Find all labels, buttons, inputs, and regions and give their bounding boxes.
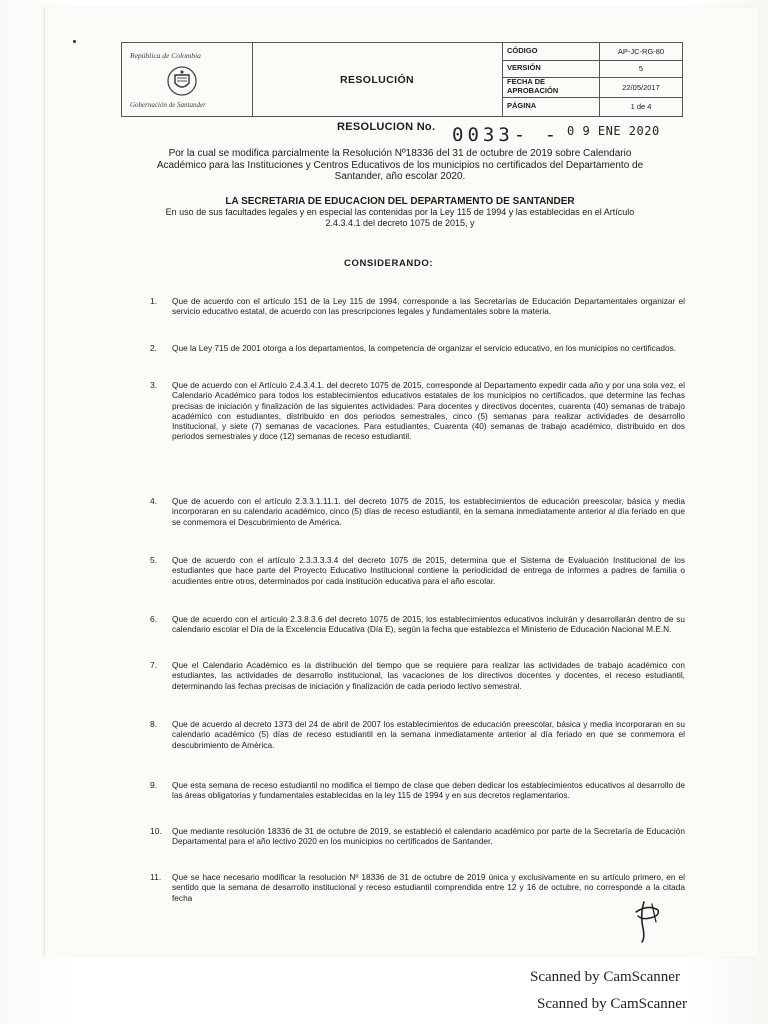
scan-speck bbox=[73, 40, 76, 43]
item-number: 2. bbox=[150, 343, 158, 353]
item-text: Que de acuerdo con el artículo 2.3.3.3.3.4 del decreto 1075 de 2015, determina que el Sistema de Evaluación Institucional de los estudiantes que hace parte del Proyecto Educativo Institucional contiene la periodicidad de entrega de informes a padres de familia o acudientes entre otros, determinados por cada institución educativa para el año escolar. bbox=[172, 555, 685, 586]
item-text: Que el Calendario Académico es la distribución del tiempo que se requiere para realizar las actividades de trabajo académico con estudiantes, las actividades de desarrollo institucional, las vacaciones de los directivos docentes y docentes, el receso estudiantil, determinando las fechas precisas de iniciación y finalización de cada periodo lectivo semestral. bbox=[172, 660, 685, 691]
meta-label-page: PÁGINA bbox=[507, 101, 537, 110]
item-number: 1. bbox=[150, 296, 158, 306]
coat-of-arms-icon bbox=[166, 65, 198, 97]
meta-row-version bbox=[503, 60, 682, 78]
handwritten-initials-icon bbox=[630, 898, 664, 944]
resolution-subject: Por la cual se modifica parcialmente la Resolución Nº18336 del 31 de octubre de 2019 sobre Calendario Académico para las Instituciones y Centros Educativos de los municipios no certificados del Departamento de Santander, año escolar 2020. bbox=[156, 148, 644, 182]
item-text: Que de acuerdo con el artículo 2.3.3.1.11.1. del decreto 1075 de 2015, los establecimientos de educación preescolar, básica y media incorporaran en su calendario académico, cinco (5) días de receso estudiantil, en la semana inmediatamente anterior al día feriado en que se conmemora el Descubrimiento de América. bbox=[172, 496, 685, 527]
meta-value-approval-date: 22/05/2017 bbox=[599, 77, 682, 97]
item-number: 11. bbox=[150, 872, 162, 882]
logo-cell bbox=[122, 43, 253, 116]
issuing-authority: LA SECRETARIA DE EDUCACION DEL DEPARTAMENTO DE SANTANDER bbox=[225, 196, 575, 207]
document-header-table bbox=[121, 42, 683, 117]
item-number: 3. bbox=[150, 380, 158, 390]
item-number: 5. bbox=[150, 555, 158, 565]
meta-label-version: VERSIÓN bbox=[507, 63, 541, 72]
item-number: 8. bbox=[150, 719, 158, 729]
item-text: Que de acuerdo al decreto 1373 del 24 de abril de 2007 los establecimientos de educación preescolar, básica y media incorporaran en su calendario académico (5) días de receso estudiantil en la semana inmediatamente anterior al día feriado en que se conmemora el descubrimiento de América. bbox=[172, 719, 685, 750]
meta-value-code: AP-JC-RG-80 bbox=[599, 43, 682, 60]
item-text: Que de acuerdo con el Artículo 2.4.3.4.1. del decreto 1075 de 2015, corresponde al Departamento expedir cada año y por una sola vez, el Calendario Académico para todos los establecimientos educativos estatales de los municipios no certificados, que determine las fechas precisas de iniciación y finalización de las siguientes actividades: Para docentes y directivos docentes, cuarenta (40) semanas de trabajo académico con estudiantes, distribuido en dos periodos semestrales, cinco (5) semanas para realizar actividades de desarrollo Institucional, y siete (7) semanas de vacaciones. Para estudiantes, Cuarenta (40) semanas de trabajo académico, distribuido en dos periodos semestrales y doce (12) semanas de receso estudiantil. bbox=[172, 380, 685, 442]
meta-row-code bbox=[503, 43, 682, 61]
meta-label-code: CÓDIGO bbox=[507, 46, 538, 55]
legal-faculties: En uso de sus facultades legales y en especial las contenidas por la Ley 115 de 1994 y las establecidas en el Artículo 2.4.3.4.1 del decreto 1075 de 2015, y bbox=[165, 207, 635, 228]
item-number: 10. bbox=[150, 826, 162, 836]
logo-bottom-text: Gobernación de Santander bbox=[130, 101, 206, 109]
item-number: 6. bbox=[150, 614, 158, 624]
meta-label-approval-date: FECHA DE APROBACIÓN bbox=[507, 77, 559, 95]
camscanner-watermark: Scanned by CamScanner bbox=[530, 969, 680, 985]
resolution-number-stamp: 0033- - bbox=[452, 124, 561, 146]
item-number: 7. bbox=[150, 660, 158, 670]
meta-value-version: 5 bbox=[599, 60, 682, 77]
logo-top-text: República de Colombia bbox=[130, 51, 201, 60]
meta-row-page bbox=[503, 97, 682, 116]
header-meta bbox=[503, 43, 682, 116]
item-text: Que la Ley 715 de 2001 otorga a los departamentos, la competencia de organizar el servicio educativo, en los municipios no certificados. bbox=[172, 343, 677, 353]
item-text: Que de acuerdo con el artículo 151 de la Ley 115 de 1994, corresponde a las Secretarías de Educación Departamentales organizar el servicio educativo estatal, de acuerdo con las prescripciones legales y fundamentales sobre la materia. bbox=[172, 296, 685, 317]
item-text: Que mediante resolución 18336 de 31 de octubre de 2019, se estableció el calendario académico por parte de la Secretaría de Educación Departamental para el año lectivo 2020 en los municipios no certificados de Santander. bbox=[172, 826, 685, 847]
camscanner-watermark: Scanned by CamScanner bbox=[537, 996, 687, 1012]
item-text: Que esta semana de receso estudiantil no modifica el tiempo de clase que deben dedicar los establecimientos educativos al desarrollo de las áreas obligatorias y fundamentales establecidas en la ley 115 de 1994 y en sus decretos reglamentarios. bbox=[172, 780, 685, 801]
considerando-heading: CONSIDERANDO: bbox=[344, 258, 434, 269]
item-text: Que se hace necesario modificar la resolución Nº 18336 de 31 de octubre de 2019 única y exclusivamente en su artículo primero, en el sentido que la semana de desarrollo institucional y receso estudiantil comprendida entre 12 y 16 de octubre, no corresponde a la citada fecha bbox=[172, 872, 685, 903]
header-title: RESOLUCIÓN bbox=[252, 43, 503, 116]
resolution-label: RESOLUCION No. bbox=[337, 121, 436, 133]
meta-value-page: 1 de 4 bbox=[599, 97, 682, 116]
item-number: 9. bbox=[150, 780, 158, 790]
item-number: 4. bbox=[150, 496, 158, 506]
resolution-date-stamp: 0 9 ENE 2020 bbox=[567, 124, 660, 138]
item-text: Que de acuerdo con el artículo 2.3.8.3.6 del decreto 1075 de 2015, los establecimientos educativos incluirán y desarrollarán dentro de su calendario escolar el Día de la Excelencia Educativa (Día E), según la fecha que establezca el Ministerio de Educación Nacional M.E.N. bbox=[172, 614, 685, 635]
meta-row-approval-date bbox=[503, 77, 682, 98]
